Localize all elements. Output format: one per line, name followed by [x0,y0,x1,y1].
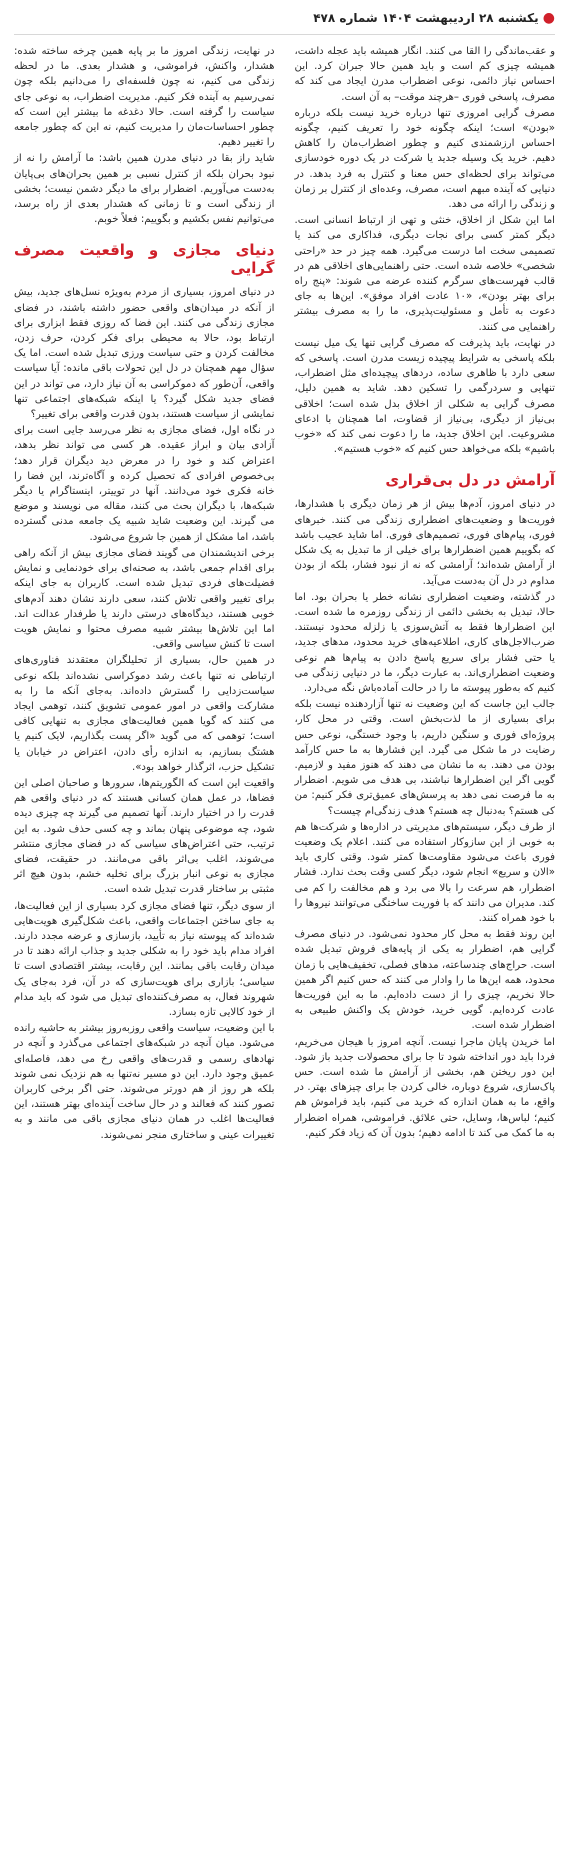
left-column [14,44,275,1144]
paragraph: در همین حال، بسیاری از تحلیلگران معتقدند فناوری‌های ارتباطی نه تنها باعث رشد دموکراسی نشده‌اند بلکه نوعی سیاست‌زدایی را گسترش داده‌اند. به‌جای آنکه ما را به مشارکت واقعی در امور عمومی تشویق کنند، توهمی ایجاد می کنند که گویا همین فعالیت‌های مجازی به تنهایی کافی است؛ توهمی که می گوید «اگر پست بگذاریم، لایک کنیم یا هشتگ بسازیم، به اندازه رأی دادن، اعتراض در خیابان یا تشکیل حزب، اثرگذار خواهد بود». [14,655,275,773]
article-columns [14,44,555,1144]
paragraph: واقعیت این است که الگوریتم‌ها، سرورها و صاحبان اصلی این فضاها، در عمل همان کسانی هستند که در دنیای واقعی هم قدرت را در اختیار دارند. آنها تصمیم می گیرند چه چیزی دیده شود، چه موضوعی پنهان بماند و چه کسی حذف شود. به این ترتیب، حتی اعتراض‌های سیاسی که در فضای مجازی منتشر می‌شوند، اغلب بی‌اثر باقی می‌مانند. در حقیقت، فضای مجازی به نوعی انبار بزرگ برای تخلیه خشم، بدون هیچ اثر مثبتی بر ساختار قدرت تبدیل شده است. [14,777,275,896]
section-title: آرامش در دل بی‌قراری [385,471,555,490]
bullet-icon: ● [542,10,555,26]
paragraph: اما خریدن پایان ماجرا نیست. آنچه امروز با هیجان می‌خریم، فردا باید دور انداخته شود تا جا برای محصولات جدید باز شود. این دور ریختن هم، بخشی از آرامش ما شده است. حس پاک‌سازی، شروع دوباره، خالی کردن جا برای چیزهای بهتر. در واقع، ما به همان اندازه که خرید می کنیم، باید فراموش هم کنیم؛ لباس‌ها، وسایل، حتی علائق. فراموشی، همراه اضطرار به ما کمک می کند تا ادامه دهیم؛ بدون آن که زیاد فکر کنیم. [294,1036,555,1139]
paragraph: در گذشته، وضعیت اضطراری نشانه خطر یا بحران بود. اما حالا، تبدیل به بخشی دائمی از زندگی روزمره ما شده است. این اضطرارها فقط به آتش‌سوزی یا زلزله محدود نیستند. ضرب‌الاجل‌های کاری، اطلاعیه‌های خرید محدود، مدهای جدید، یا حتی فشار برای سریع پاسخ دادن به پیام‌ها هم نوعی وضعیت اضطراری‌اند. به عبارت دیگر، ما در دنیایی زندگی می کنیم که به‌طور پیوسته ما را در حالت آماده‌باش نگه می‌دارد. [294,591,555,694]
issue-info [313,10,555,26]
paragraph: در نهایت، باید پذیرفت که مصرف گرایی تنها یک میل نیست بلکه پاسخی به شرایط پیچیده زیست مدرن است. پاسخی که سعی دارد با ظاهری ساده، دردهای پیچیده‌ای مثل اضطراب، تنهایی و سردرگمی را تسکین دهد. شاید به همین دلیل، مصرف گرایی به شکلی از اخلاق بدل شده است؛ اخلاقی بی‌نیاز از دیگری، بی‌نیاز از قضاوت، اما همچنان با ادعای مشروعیت. این اخلاق جدید، ما را دعوت نمی کند که «خوب باشیم» بلکه می‌خواهد حس کنیم که «خوب هستیم». [294,337,555,456]
paragraph: از سوی دیگر، تنها فضای مجازی کرد بسیاری از این فعالیت‌ها، به جای ساختن اجتماعات واقعی، باعث شکل‌گیری هویت‌هایی شده‌اند که پیوسته نیاز به تأیید، بازسازی و عرضه مجدد دارند. افراد مدام باید خود را به شکلی جدید و جذاب ارائه دهند تا در میدان رقابت باقی بمانند. این رقابت، بیشتر اقتصادی است تا سیاسی؛ بازاری برای هویت‌سازی که در آن، فرد به‌جای یک شهروند فعال، به مصرف‌کننده‌ای تبدیل می شود که باید مدام از خود کالایی تازه بسازد. [14,900,275,1018]
paragraph: شاید راز بقا در دنیای مدرن همین باشد: ما آرامش را نه از نبود بحران بلکه از کنترل نسبی بر همین بحران‌های بی‌پایان به‌دست می‌آوریم. اضطرار برای ما دیگر دشمن نیست؛ بخشی از زندگی است و تا زمانی که هشدار بعدی از راه برسد، می‌توانیم نفس بکشیم و بگوییم: فعلاً خوبم. [14,153,275,226]
paragraph: جالب این جاست که این وضعیت نه تنها آزاردهنده نیست بلکه برای بسیاری از ما لذت‌بخش است. وقتی در محل کار، پروژه‌ای فوری و سنگین داریم، با وجود خستگی، نوعی حس رضایت در ما شکل می گیرد. این فشارها به ما حس کارآمد بودن می دهند. به ما نشان می دهند که هنوز مفید و لازمیم. گویی اگر این اضطرارها نباشند، بی هدف می شویم. اضطرار به ما فرصت نمی دهد به پرسش‌های عمیق‌تری فکر کنیم: من کی هستم؟ به‌دنبال چه هستم؟ هدف زندگی‌ام چیست؟ [294,699,555,817]
header-divider [14,34,555,35]
page-header [14,0,555,44]
paragraph: با این وضعیت، سیاست واقعی روزبه‌روز بیشتر به حاشیه رانده می‌شود. میان آنچه در شبکه‌های اجتماعی می‌گذرد و آنچه در نهادهای رسمی و قدرت‌های واقعی رخ می دهد، فاصله‌ای عمیق وجود دارد. این دو مسیر نه‌تنها به هم نزدیک نمی شوند بلکه هر روز از هم دورتر می‌شوند. حتی اگر برخی کاربران تصور کنند که فعالند و در حال ساخت آینده‌ای بهتر هستند، این فعالیت‌ها اغلب در همان دنیای مجازی باقی می مانند و به تغییرات عینی و ساختاری منجر نمی‌شوند. [14,1023,275,1141]
paragraph: در نهایت، زندگی امروز ما بر پایه همین چرخه ساخته شده: هشدار، واکنش، فراموشی، و هشدار بعدی. ما در لحظه زندگی می کنیم، نه چون فلسفه‌ای را می‌دانیم بلکه چون نمی‌رسیم به آینده فکر کنیم. مدیریت اضطراب، به نوعی جای سیاست را گرفته است. حالا دغدغه ما بیشتر این است که چطور احساسات‌مان را مدیریت کنیم، نه این که چطور جامعه را تغییر دهیم. [14,46,275,149]
section-title: دنیای مجازی و واقعیت مصرف گرایی [14,241,275,278]
paragraph: در دنیای امروز، بسیاری از مردم به‌ویژه نسل‌های جدید، بیش از آنکه در میدان‌های واقعی حضور داشته باشند، در فضای مجازی زندگی می کنند. این فضا که روزی فقط ابزاری برای ارتباط بود، حالا به محیطی برای فکر کردن، حرف زدن، مخالفت کردن و حتی سیاست ورزی تبدیل شده است. اما یک سؤال مهم همچنان در دل این تحولات باقی مانده: آیا سیاست واقعی، آن‌طور که دموکراسی به آن نیاز دارد، می تواند در این فضای جدید شکل گیرد؟ یا اینکه شبکه‌های اجتماعی تنها نمایشی از سیاست هستند، بدون قدرت واقعی برای تغییر؟ [14,287,275,421]
paragraph: در نگاه اول، فضای مجازی به نظر می‌رسد جایی است برای آزادی بیان و ابراز عقیده. هر کسی می تواند نظر بدهد، اعتراض کند و خود را در معرض دید دیگران قرار دهد؛ بی‌خصوص افرادی که تحصیل کرده و آگاه‌ترند، این فضا را خانه فکری خود می‌دانند. آنها در توییتر، اینستاگرام یا دیگر شبکه‌ها، با دیگران بحث می کنند، مقاله می نویسند و موضع می گیرند. این وضعیت شاید شبیه یک جامعه مدنی گسترده باشد، اما مشکل از همین جا شروع می‌شود. [14,425,275,543]
paragraph: این روند فقط به محل کار محدود نمی‌شود. در دنیای مصرف گرایی هم، اضطرار به یکی از پایه‌های فروش تبدیل شده است. حراج‌های چندساعته، مدهای فصلی، تخفیف‌هایی با زمان محدود، همه این‌ها ما را وادار می کنند که حس کنیم اگر همین حالا نخریم، چیزی را از دست داده‌ایم. ما به این فوریت‌ها عادت کرده‌ایم. گویی خرید، خودش یک واکنش طبیعی به اضطرار شده است. [294,929,555,1032]
paragraph: و عقب‌ماندگی را القا می کنند. انگار همیشه باید عجله داشت، همیشه چیزی کم است و باید همین حالا جبران کرد. این احساس نیاز دائمی، نوعی اضطراب مدرن ایجاد می کند که مصرف، پاسخی فوری –هرچند موقت– به آن است. [294,46,555,103]
paragraph: از طرف دیگر، سیستم‌های مدیریتی در اداره‌ها و شرکت‌ها هم به خوبی از این سازوکار استفاده می کنند. اعلام یک وضعیت فوری باعث می‌شود مقاومت‌ها کمتر شود. وقتی کاری باید «الان و سریع» انجام شود، دیگر کسی وقت بحث ندارد. فشار اضطرار، هم سرعت را بالا می برد و هم مخالفت را کم می کند. مدیران می دانند که با فوریت ساختگی می‌توانند نیروها را با خود همراه کنند. [294,821,555,924]
paragraph: اما این شکل از اخلاق، خنثی و تهی از ارتباط انسانی است. دیگر کمتر کسی برای نجات دیگری، فداکاری می کند یا تصمیمی سخت اما درست می‌گیرد. همه چیز در حد «راحتی شخصی» خلاصه شده است. حتی راهنمایی‌های اخلاقی هم در قالب فهرست‌های سرگرم کننده عرضه می شوند: «پنج راه برای بهتر بودن»، «۱۰ عادت افراد موفق». این‌ها به جای دعوت به تأمل و مسئولیت‌پذیری، ما را به مصرف بیشتر راهنمایی می کنند. [294,215,555,333]
right-column [295,44,556,1144]
issue-date-number: یکشنبه ۲۸ اردیبهشت ۱۴۰۴ شماره ۴۷۸ [313,11,539,25]
paragraph: برخی اندیشمندان می گویند فضای مجازی بیش از آنکه راهی برای اقدام جمعی باشد، به صحنه‌ای برای خودنمایی و نمایش فضیلت‌های فردی تبدیل شده است. کاربران به جای اینکه برای تغییر واقعی تلاش کنند، سعی دارند نشان دهند آدم‌های خوبی هستند، دیدگاه‌های درستی دارند یا طرفدار عدالت اند. اما این تلاش‌ها بیشتر شبیه مصرف محتوا و نمایش هویت است تا کنش سیاسی واقعی. [14,547,275,651]
paragraph: در دنیای امروز، آدم‌ها بیش از هر زمان دیگری با هشدارها، فوریت‌ها و وضعیت‌های اضطراری زندگی می کنند. خبرهای فوری، پیام‌های فوری، تصمیم‌های فوری. اما شاید عجیب باشد که بگوییم همین اضطرارها برای خیلی از ما تبدیل به یک شکل از آرامش شده‌اند؛ آرامشی که نه از نبود فشار، بلکه از بودن مداوم در دل آن به‌دست می‌آید. [294,499,555,587]
paragraph: مصرف گرایی امروزی تنها درباره خرید نیست بلکه درباره «بودن» است؛ اینکه چگونه خود را تعریف کنیم، چگونه احساس ارزشمندی کنیم و چطور اضطراب‌مان را کاهش دهیم. خرید یک وسیله جدید یا شرکت در یک دوره خودسازی می‌تواند برای لحظه‌ای حس معنا و کنترل به فرد بدهد. در دنیایی که آینده مبهم است، مصرف، وعده‌ای از کنترل بر زمان و زندگی را ارائه می دهد. [294,107,555,211]
